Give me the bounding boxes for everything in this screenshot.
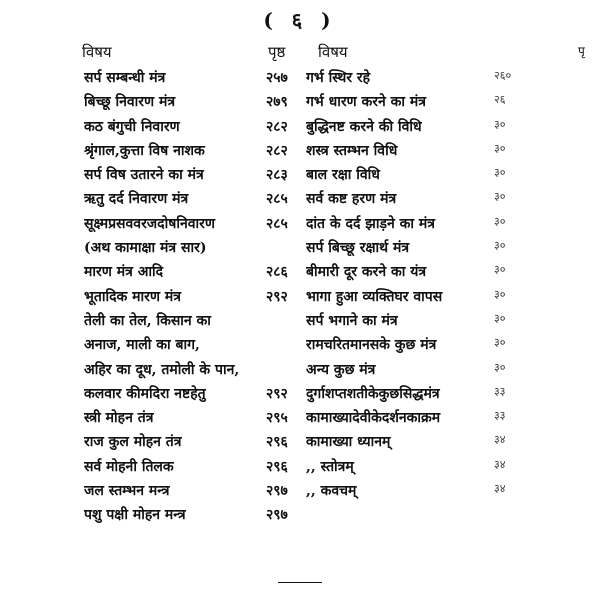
entry-left-page: २८५ xyxy=(266,191,288,208)
entry-right-page: ३४ xyxy=(494,433,506,447)
entry-left: तेली का तेल, किसान का xyxy=(84,312,211,329)
table-row xyxy=(0,358,600,382)
entry-right-page: ३० xyxy=(494,311,506,325)
table-header xyxy=(0,42,600,64)
table-row xyxy=(0,212,600,236)
table-row xyxy=(0,479,600,503)
entry-left: पशु पक्षी मोहन मन्त्र xyxy=(84,507,186,524)
entry-left-page: २८३ xyxy=(266,167,288,184)
entry-right: सर्प बिच्छू रक्षार्थ मंत्र xyxy=(306,240,410,257)
entry-right-page: ३० xyxy=(494,190,506,204)
table-row xyxy=(0,236,600,260)
entry-right-page: ३३ xyxy=(494,384,506,398)
table-row xyxy=(0,163,600,187)
entry-left-page: २९६ xyxy=(266,434,288,451)
entry-right-page: ३० xyxy=(494,239,506,253)
entry-left: श्रृंगाल,कुत्ता विष नाशक xyxy=(84,142,205,159)
table-row xyxy=(0,309,600,333)
entry-right: ,, स्तोत्रम् xyxy=(306,458,354,475)
table-row xyxy=(0,285,600,309)
entry-left-page: २८२ xyxy=(266,118,288,135)
entry-right: बाल रक्षा विधि xyxy=(306,167,380,184)
header-subject-right: विषय xyxy=(318,43,348,61)
entry-left-page: २८५ xyxy=(266,215,288,232)
entry-right-page: ३० xyxy=(494,263,506,277)
entry-right-page: ३० xyxy=(494,360,506,374)
entry-right-page: २६० xyxy=(494,69,512,82)
entry-right-page: ३० xyxy=(494,336,506,350)
entry-left-page: २५७ xyxy=(266,70,288,86)
entry-right-page: ३० xyxy=(494,287,506,301)
entry-right: अन्य कुछ मंत्र xyxy=(306,361,376,378)
table-row xyxy=(0,187,600,211)
table-row xyxy=(0,382,600,406)
table-row xyxy=(0,260,600,284)
contents-table xyxy=(0,66,600,528)
entry-left: मारण मंत्र आदि xyxy=(84,264,164,281)
entry-right-page: ३० xyxy=(494,141,506,155)
entry-left: कलवार कीमदिरा नष्टहेतु xyxy=(84,385,206,402)
entry-left-page: २८२ xyxy=(266,142,288,159)
entry-right: गर्भ धारण करने का मंत्र xyxy=(306,94,427,111)
header-page-left: पृष्ठ xyxy=(268,43,286,61)
entry-left: सूक्ष्मप्रसववरजदोषनिवारण xyxy=(84,215,215,232)
entry-right: रामचरितमानसके कुछ मंत्र xyxy=(306,337,437,354)
entry-left: सर्व मोहनी तिलक xyxy=(84,458,174,475)
entry-left: सर्प विष उतारने का मंत्र xyxy=(84,167,204,184)
entry-right-page: ३० xyxy=(494,214,506,228)
table-row xyxy=(0,139,600,163)
entry-left-page: २९२ xyxy=(266,385,288,402)
table-row xyxy=(0,333,600,357)
table-row xyxy=(0,430,600,454)
header-page-right: पृ xyxy=(578,44,585,58)
entry-right-page: ३० xyxy=(494,166,506,180)
entry-left-page: २८६ xyxy=(266,264,288,281)
entry-left-page: २९६ xyxy=(266,458,288,475)
entry-left-page: २९५ xyxy=(266,410,288,427)
table-row xyxy=(0,406,600,430)
entry-left-page: २९७ xyxy=(266,507,288,524)
entry-right: बीमारी दूर करने का यंत्र xyxy=(306,264,427,281)
page-number: ( ६ ) xyxy=(263,8,337,32)
footer-rule xyxy=(278,582,322,583)
entry-left-page: २९७ xyxy=(266,483,288,500)
entry-right-page: ३० xyxy=(494,117,506,131)
table-row xyxy=(0,115,600,139)
entry-right: ,, कवचम् xyxy=(306,483,357,500)
entry-right: शस्त्र स्तम्भन विधि xyxy=(306,142,398,159)
entry-left-page: २७९ xyxy=(266,94,288,111)
entry-left: अहिर का दूध, तमोली के पान, xyxy=(84,361,240,378)
header-subject-left: विषय xyxy=(82,43,112,61)
entry-right: दांत के दर्द झाड़ने का मंत्र xyxy=(306,215,435,232)
entry-right: कामाख्यादेवीकेदर्शनकाक्रम xyxy=(306,410,441,427)
entry-left: भूतादिक मारण मंत्र xyxy=(84,288,181,305)
entry-right-page: ३३ xyxy=(494,409,506,423)
entry-right: गर्भ स्थिर रहे xyxy=(306,70,371,86)
entry-left: ऋतु दर्द निवारण मंत्र xyxy=(84,191,189,208)
entry-left: अनाज, माली का बाग, xyxy=(84,337,200,354)
entry-right: कामाख्या ध्यानम् xyxy=(306,434,391,451)
entry-right: सर्प भगाने का मंत्र xyxy=(306,312,398,329)
table-row xyxy=(0,90,600,114)
entry-left: राज कुल मोहन तंत्र xyxy=(84,434,182,451)
entry-right-page: ३४ xyxy=(494,457,506,471)
entry-left: बिच्छू निवारण मंत्र xyxy=(84,94,176,111)
entry-left: सर्प सम्बन्धी मंत्र xyxy=(84,70,166,86)
entry-left: स्त्री मोहन तंत्र xyxy=(84,410,154,427)
entry-right: बुद्धिनष्ट करने की विधि xyxy=(306,118,422,135)
entry-right: सर्व कष्ट हरण मंत्र xyxy=(306,191,397,208)
entry-right-page: २६ xyxy=(494,93,506,107)
entry-left-page: २९२ xyxy=(266,288,288,305)
entry-left: जल स्तम्भन मन्त्र xyxy=(84,483,170,500)
entry-right: दुर्गाशप्तशतीकेकुछसिद्धमंत्र xyxy=(306,385,440,402)
table-row xyxy=(0,455,600,479)
entry-left: कठ बंगुची निवारण xyxy=(84,118,180,135)
entry-right: भागा हुआ व्यक्तिघर वापस xyxy=(306,288,443,305)
entry-right-page: ३४ xyxy=(494,482,506,496)
entry-left: (अथ कामाक्षा मंत्र सार) xyxy=(84,240,207,257)
table-row xyxy=(0,66,600,90)
table-row xyxy=(0,503,600,527)
